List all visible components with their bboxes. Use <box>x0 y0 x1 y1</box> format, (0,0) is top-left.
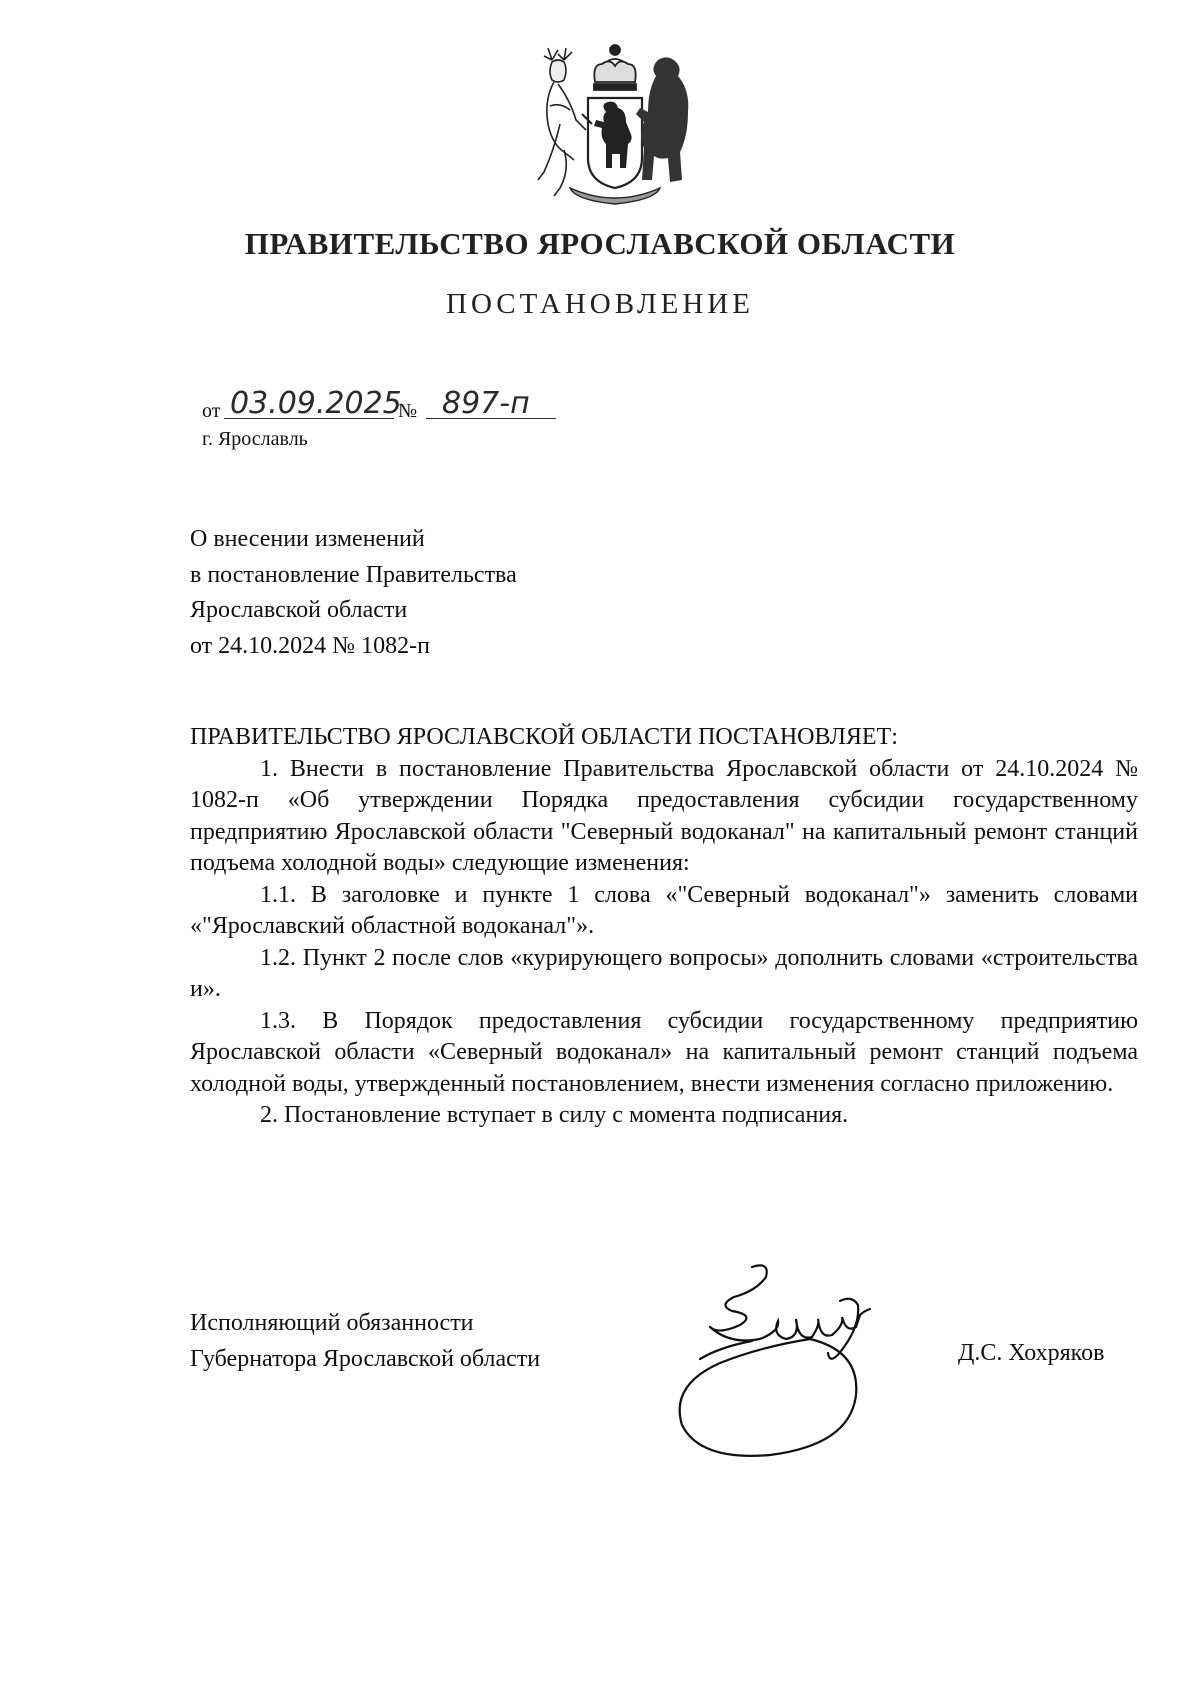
signatory-name: Д.С. Хохряков <box>958 1340 1105 1366</box>
date-prefix: от <box>202 400 221 422</box>
subject-block <box>190 522 790 664</box>
registration-line <box>202 386 582 422</box>
number-prefix: № <box>398 400 418 422</box>
subject-line: в постановление Правительства <box>190 561 517 588</box>
subject-line: от 24.10.2024 № 1082-п <box>190 632 430 659</box>
item-2: 2. Постановление вступает в силу с момента подписания. <box>260 1102 849 1128</box>
item-1-2: 1.2. Пункт 2 после слов «курирующего вопросы» дополнить словами «строительства и». <box>190 944 1138 1002</box>
coat-of-arms-icon <box>530 40 700 205</box>
date-value: 03.09.2025 <box>230 386 402 421</box>
organization-title: ПРАВИТЕЛЬСТВО ЯРОСЛАВСКОЙ ОБЛАСТИ <box>244 226 956 261</box>
signatory-position <box>190 1305 650 1377</box>
item-1-3: 1.3. В Порядок предоставления субсидии государственному предприятию Ярославской области «Северный водоканал» на капитальный ремонт станций подъема холодной воды, утвержденный постановлением, внести изменения согласно приложению. <box>190 1007 1138 1097</box>
item-1-1: 1.1. В заголовке и пункте 1 слова «"Северный водоканал"» заменить словами «"Ярославский областной водоканал"». <box>190 881 1138 939</box>
handwritten-signature-icon <box>660 1255 920 1470</box>
document-type-title: ПОСТАНОВЛЕНИЕ <box>446 288 754 320</box>
position-line: Исполняющий обязанности <box>190 1310 474 1336</box>
subject-line: О внесении изменений <box>190 526 425 552</box>
item-1: 1. Внести в постановление Правительства Ярославской области от 24.10.2024 № 1082-п «Об утверждении Порядка предоставления субсидии государственному предприятию Ярославской области "Северный водоканал" на капитальный ремонт станций подъема холодной воды» следующие изменения: <box>190 755 1138 876</box>
subject-line: Ярославской области <box>190 597 408 623</box>
city: г. Ярославль <box>202 428 308 450</box>
resolution-body <box>190 722 1138 1132</box>
position-line: Губернатора Ярославской области <box>190 1346 541 1372</box>
number-value: 897-п <box>442 386 530 421</box>
preamble: ПРАВИТЕЛЬСТВО ЯРОСЛАВСКОЙ ОБЛАСТИ ПОСТАНОВЛЯЕТ: <box>190 724 898 750</box>
